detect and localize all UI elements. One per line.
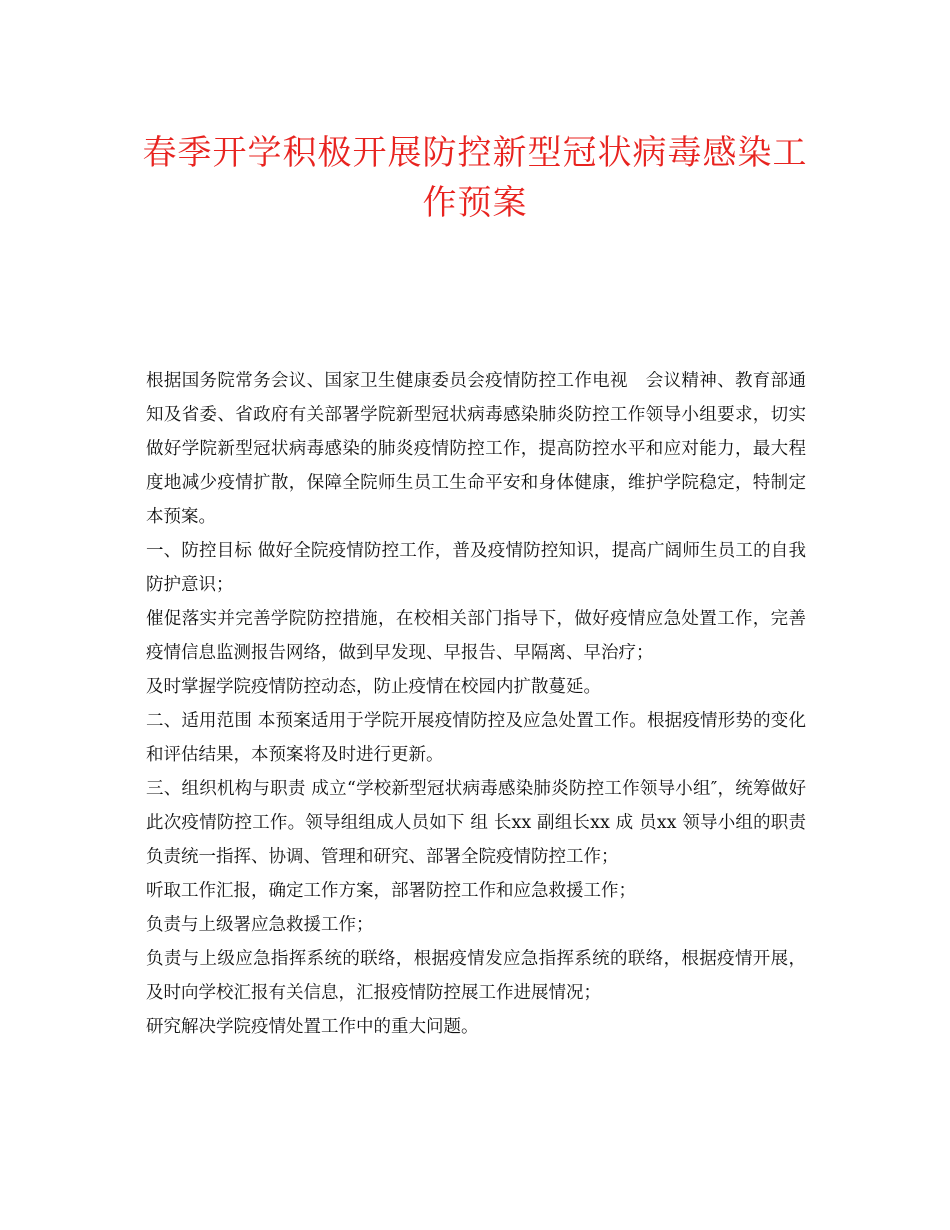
document-body (146, 364, 806, 1044)
body-paragraph-intro: 根据国务院常务会议、国家卫生健康委员会疫情防控工作电视 会议精神、教育部通知及省委、省政府有关部署学院新型冠状病毒感染肺炎防控工作领导小组要求，切实做好学院新型冠状病毒感染的肺炎疫情防控工作，提高防控水平和应对能力，最大程度地减少疫情扩散，保障全院师生员工生命平安和身体健康，维护学院稳定，特制定本预案。 (146, 371, 806, 527)
body-paragraph-reports: 听取工作汇报，确定工作方案，部署防控工作和应急救援工作； (146, 881, 636, 901)
body-paragraph-measures: 催促落实并完善学院防控措施，在校相关部门指导下，做好疫情应急处置工作，完善疫情信息监测报告网络，做到早发现、早报告、早隔离、早治疗； (146, 609, 806, 663)
body-paragraph-issues: 研究解决学院疫情处置工作中的重大问题。 (146, 1017, 479, 1037)
body-paragraph-organization: 三、组织机构与职责 成立“学校新型冠状病毒感染肺炎防控工作领导小组″，统筹做好此次疫情防控工作。领导组组成人员如下 组 长xx 副组长xx 成 员xx 领导小组的职责负责统一指挥、协调、管理和研究、部署全院疫情防控工作； (146, 779, 806, 867)
document-title: 春季开学积极开展防控新型冠状病毒感染工作预案 (142, 133, 808, 223)
body-paragraph-monitoring: 及时掌握学院疫情防控动态，防止疫情在校园内扩散蔓延。 (146, 677, 601, 697)
body-paragraph-scope: 二、适用范围 本预案适用于学院开展疫情防控及应急处置工作。根据疫情形势的变化和评估结果，本预案将及时进行更新。 (146, 711, 806, 765)
body-paragraph-rescue: 负责与上级署应急救援工作； (146, 915, 374, 935)
body-paragraph-liaison: 负责与上级应急指挥系统的联络，根据疫情发应急指挥系统的联络，根据疫情开展，及时向学校汇报有关信息，汇报疫情防控展工作进展情况； (146, 949, 806, 1003)
body-paragraph-goals: 一、防控目标 做好全院疫情防控工作，普及疫情防控知识，提高广阔师生员工的自我防护意识； (146, 541, 806, 595)
